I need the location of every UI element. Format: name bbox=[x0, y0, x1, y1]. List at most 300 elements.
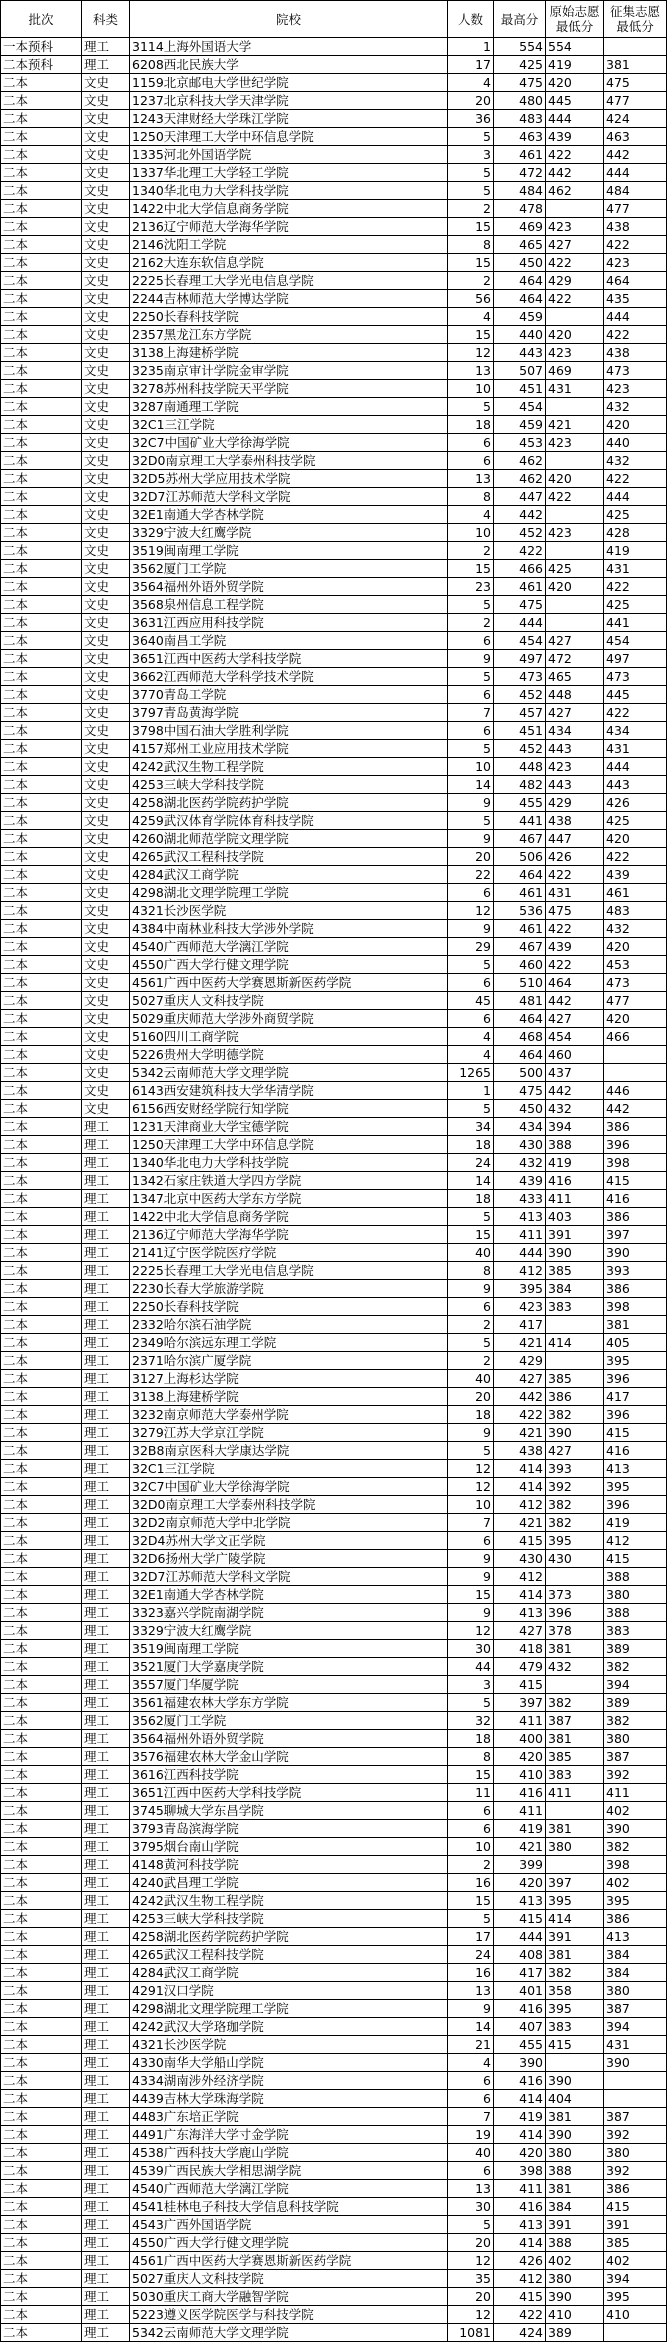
cell-original-min bbox=[546, 308, 604, 326]
cell-collect-min: 392 bbox=[604, 2126, 667, 2144]
cell-count: 36 bbox=[448, 110, 494, 128]
cell-batch: 二本 bbox=[1, 1838, 82, 1856]
cell-original-min: 434 bbox=[546, 722, 604, 740]
cell-max-score: 412 bbox=[494, 1568, 546, 1586]
cell-collect-min: 444 bbox=[604, 758, 667, 776]
cell-collect-min: 423 bbox=[604, 380, 667, 398]
cell-collect-min: 380 bbox=[604, 1730, 667, 1748]
cell-collect-min: 386 bbox=[604, 1118, 667, 1136]
cell-count: 9 bbox=[448, 1568, 494, 1586]
header-category bbox=[82, 1, 130, 38]
table-row bbox=[1, 938, 667, 956]
cell-school: 5223遵义医学院医学与科技学院 bbox=[130, 2306, 448, 2324]
table-row bbox=[1, 1676, 667, 1694]
cell-category: 理工 bbox=[82, 2144, 130, 2162]
cell-original-min: 430 bbox=[546, 1550, 604, 1568]
cell-collect-min: 384 bbox=[604, 1964, 667, 1982]
table-row bbox=[1, 1226, 667, 1244]
cell-school: 1347北京中医药大学东方学院 bbox=[130, 1190, 448, 1208]
cell-original-min: 422 bbox=[546, 290, 604, 308]
cell-original-min: 388 bbox=[546, 1136, 604, 1154]
cell-count: 5 bbox=[448, 1334, 494, 1352]
cell-category: 文史 bbox=[82, 938, 130, 956]
cell-category: 理工 bbox=[82, 1352, 130, 1370]
header-original-min bbox=[546, 1, 604, 38]
cell-original-min: 394 bbox=[546, 1118, 604, 1136]
cell-original-min: 383 bbox=[546, 1298, 604, 1316]
cell-max-score: 484 bbox=[494, 182, 546, 200]
cell-collect-min: 439 bbox=[604, 866, 667, 884]
cell-max-score: 453 bbox=[494, 434, 546, 452]
cell-category: 文史 bbox=[82, 920, 130, 938]
table-row bbox=[1, 722, 667, 740]
cell-batch: 二本 bbox=[1, 1082, 82, 1100]
cell-batch: 二本 bbox=[1, 344, 82, 362]
cell-school: 32D7江苏师范大学科文学院 bbox=[130, 488, 448, 506]
cell-count: 24 bbox=[448, 1154, 494, 1172]
cell-school: 3568泉州信息工程学院 bbox=[130, 596, 448, 614]
cell-batch: 二本 bbox=[1, 92, 82, 110]
cell-batch: 二本 bbox=[1, 1388, 82, 1406]
cell-max-score: 457 bbox=[494, 704, 546, 722]
cell-count: 12 bbox=[448, 2306, 494, 2324]
cell-original-min: 373 bbox=[546, 1586, 604, 1604]
cell-count: 22 bbox=[448, 866, 494, 884]
cell-school: 32D5苏州大学应用技术学院 bbox=[130, 470, 448, 488]
cell-school: 1340华北电力大学科技学院 bbox=[130, 182, 448, 200]
cell-count: 1 bbox=[448, 38, 494, 56]
header-max-score-label: 最高分 bbox=[500, 11, 539, 27]
cell-category: 理工 bbox=[82, 1784, 130, 1802]
cell-category: 理工 bbox=[82, 56, 130, 74]
table-row bbox=[1, 1946, 667, 1964]
cell-school: 5226贵州大学明德学院 bbox=[130, 1046, 448, 1064]
cell-batch: 二本 bbox=[1, 2216, 82, 2234]
cell-batch: 二本 bbox=[1, 1568, 82, 1586]
cell-batch: 二本 bbox=[1, 2198, 82, 2216]
cell-collect-min: 397 bbox=[604, 1226, 667, 1244]
cell-category: 文史 bbox=[82, 416, 130, 434]
cell-collect-min: 422 bbox=[604, 578, 667, 596]
cell-count: 5 bbox=[448, 668, 494, 686]
cell-count: 13 bbox=[448, 470, 494, 488]
table-row bbox=[1, 1892, 667, 1910]
cell-original-min: 427 bbox=[546, 236, 604, 254]
table-row bbox=[1, 2144, 667, 2162]
cell-original-min: 382 bbox=[546, 1496, 604, 1514]
cell-category: 文史 bbox=[82, 758, 130, 776]
cell-batch: 二本 bbox=[1, 974, 82, 992]
cell-batch: 二本 bbox=[1, 1730, 82, 1748]
cell-max-score: 414 bbox=[494, 1460, 546, 1478]
cell-count: 4 bbox=[448, 1028, 494, 1046]
cell-max-score: 450 bbox=[494, 254, 546, 272]
cell-original-min: 420 bbox=[546, 470, 604, 488]
cell-batch: 二本 bbox=[1, 1586, 82, 1604]
cell-school: 3631江西应用科技学院 bbox=[130, 614, 448, 632]
cell-category: 理工 bbox=[82, 2288, 130, 2306]
cell-max-score: 464 bbox=[494, 290, 546, 308]
cell-original-min: 425 bbox=[546, 560, 604, 578]
table-row bbox=[1, 1802, 667, 1820]
cell-max-score: 461 bbox=[494, 146, 546, 164]
cell-collect-min: 417 bbox=[604, 1388, 667, 1406]
cell-original-min: 427 bbox=[546, 1442, 604, 1460]
cell-batch: 二本 bbox=[1, 1460, 82, 1478]
cell-collect-min: 390 bbox=[604, 2054, 667, 2072]
cell-category: 理工 bbox=[82, 2198, 130, 2216]
cell-max-score: 419 bbox=[494, 2108, 546, 2126]
table-row bbox=[1, 740, 667, 758]
table-row bbox=[1, 110, 667, 128]
cell-school: 32D0南京理工大学泰州科技学院 bbox=[130, 452, 448, 470]
cell-max-score: 414 bbox=[494, 2234, 546, 2252]
cell-category: 理工 bbox=[82, 1568, 130, 1586]
cell-batch: 二本 bbox=[1, 1478, 82, 1496]
cell-collect-min: 396 bbox=[604, 1406, 667, 1424]
table-row bbox=[1, 1424, 667, 1442]
cell-count: 5 bbox=[448, 1100, 494, 1118]
cell-count: 13 bbox=[448, 2180, 494, 2198]
cell-category: 文史 bbox=[82, 704, 130, 722]
cell-category: 理工 bbox=[82, 2234, 130, 2252]
cell-max-score: 421 bbox=[494, 1838, 546, 1856]
table-row bbox=[1, 632, 667, 650]
cell-original-min: 464 bbox=[546, 974, 604, 992]
cell-collect-min: 422 bbox=[604, 326, 667, 344]
cell-count: 4 bbox=[448, 74, 494, 92]
cell-school: 4284武汉工商学院 bbox=[130, 866, 448, 884]
cell-collect-min: 410 bbox=[604, 2306, 667, 2324]
cell-category: 理工 bbox=[82, 38, 130, 56]
cell-max-score: 463 bbox=[494, 128, 546, 146]
cell-count: 4 bbox=[448, 308, 494, 326]
cell-max-score: 461 bbox=[494, 884, 546, 902]
cell-max-score: 414 bbox=[494, 1478, 546, 1496]
cell-category: 文史 bbox=[82, 398, 130, 416]
cell-count: 20 bbox=[448, 2234, 494, 2252]
table-row bbox=[1, 128, 667, 146]
cell-batch: 二本 bbox=[1, 758, 82, 776]
cell-original-min: 390 bbox=[546, 1244, 604, 1262]
cell-max-score: 440 bbox=[494, 326, 546, 344]
cell-school: 3662江西师范大学科学技术学院 bbox=[130, 668, 448, 686]
cell-collect-min: 442 bbox=[604, 146, 667, 164]
cell-max-score: 452 bbox=[494, 740, 546, 758]
cell-original-min: 444 bbox=[546, 110, 604, 128]
cell-max-score: 390 bbox=[494, 2054, 546, 2072]
cell-collect-min: 420 bbox=[604, 938, 667, 956]
cell-count: 10 bbox=[448, 380, 494, 398]
cell-school: 4541桂林电子科技大学信息科技学院 bbox=[130, 2198, 448, 2216]
cell-count: 5 bbox=[448, 1442, 494, 1460]
cell-max-score: 414 bbox=[494, 2090, 546, 2108]
cell-school: 3616江西科技学院 bbox=[130, 1766, 448, 1784]
cell-batch: 二本 bbox=[1, 1064, 82, 1082]
cell-max-score: 401 bbox=[494, 1982, 546, 2000]
cell-count: 6 bbox=[448, 1820, 494, 1838]
cell-collect-min: 484 bbox=[604, 182, 667, 200]
cell-max-score: 413 bbox=[494, 1892, 546, 1910]
table-row bbox=[1, 38, 667, 56]
cell-count: 1 bbox=[448, 1082, 494, 1100]
cell-max-score: 444 bbox=[494, 614, 546, 632]
cell-batch: 二本 bbox=[1, 1226, 82, 1244]
cell-collect-min: 466 bbox=[604, 1028, 667, 1046]
cell-batch: 二本 bbox=[1, 506, 82, 524]
cell-category: 理工 bbox=[82, 1820, 130, 1838]
cell-collect-min: 434 bbox=[604, 722, 667, 740]
cell-original-min bbox=[546, 1856, 604, 1874]
cell-count: 18 bbox=[448, 1406, 494, 1424]
cell-category: 理工 bbox=[82, 1622, 130, 1640]
cell-collect-min: 411 bbox=[604, 1784, 667, 1802]
cell-batch: 二本 bbox=[1, 1424, 82, 1442]
cell-batch: 二本 bbox=[1, 1820, 82, 1838]
cell-count: 9 bbox=[448, 794, 494, 812]
table-row bbox=[1, 2234, 667, 2252]
cell-school: 3235南京审计学院金审学院 bbox=[130, 362, 448, 380]
cell-count: 5 bbox=[448, 182, 494, 200]
cell-category: 理工 bbox=[82, 2000, 130, 2018]
cell-category: 文史 bbox=[82, 434, 130, 452]
table-row bbox=[1, 1514, 667, 1532]
cell-school: 3232南京师范大学泰州学院 bbox=[130, 1406, 448, 1424]
cell-category: 文史 bbox=[82, 272, 130, 290]
cell-original-min: 414 bbox=[546, 1910, 604, 1928]
cell-collect-min: 398 bbox=[604, 1298, 667, 1316]
table-row bbox=[1, 1388, 667, 1406]
cell-collect-min: 431 bbox=[604, 2036, 667, 2054]
cell-batch: 二本 bbox=[1, 380, 82, 398]
cell-original-min: 380 bbox=[546, 2270, 604, 2288]
cell-category: 理工 bbox=[82, 2126, 130, 2144]
cell-school: 1250天津理工大学中环信息学院 bbox=[130, 1136, 448, 1154]
cell-original-min: 422 bbox=[546, 920, 604, 938]
cell-category: 理工 bbox=[82, 1910, 130, 1928]
cell-batch: 二本 bbox=[1, 2180, 82, 2198]
cell-category: 理工 bbox=[82, 2324, 130, 2342]
table-row bbox=[1, 1028, 667, 1046]
cell-original-min: 421 bbox=[546, 416, 604, 434]
cell-category: 文史 bbox=[82, 326, 130, 344]
cell-original-min bbox=[546, 2054, 604, 2072]
table-row bbox=[1, 830, 667, 848]
table-row bbox=[1, 1532, 667, 1550]
cell-school: 2244吉林师范大学博达学院 bbox=[130, 290, 448, 308]
cell-collect-min: 464 bbox=[604, 272, 667, 290]
cell-category: 文史 bbox=[82, 884, 130, 902]
header-max-score bbox=[494, 1, 546, 38]
cell-count: 5 bbox=[448, 398, 494, 416]
cell-max-score: 442 bbox=[494, 1388, 546, 1406]
cell-max-score: 438 bbox=[494, 1442, 546, 1460]
cell-batch: 二本 bbox=[1, 218, 82, 236]
cell-batch: 二本 bbox=[1, 632, 82, 650]
cell-category: 文史 bbox=[82, 812, 130, 830]
cell-category: 文史 bbox=[82, 1082, 130, 1100]
cell-batch: 二本 bbox=[1, 866, 82, 884]
cell-max-score: 398 bbox=[494, 2162, 546, 2180]
cell-collect-min: 435 bbox=[604, 290, 667, 308]
cell-school: 3797青岛黄海学院 bbox=[130, 704, 448, 722]
cell-school: 4543广西外国语学院 bbox=[130, 2216, 448, 2234]
cell-original-min: 438 bbox=[546, 812, 604, 830]
cell-original-min: 442 bbox=[546, 992, 604, 1010]
cell-category: 理工 bbox=[82, 1694, 130, 1712]
table-row bbox=[1, 776, 667, 794]
table-row bbox=[1, 704, 667, 722]
cell-batch: 二本 bbox=[1, 1244, 82, 1262]
cell-batch: 二本 bbox=[1, 1946, 82, 1964]
cell-batch: 二本 bbox=[1, 902, 82, 920]
table-row bbox=[1, 992, 667, 1010]
cell-batch: 二本 bbox=[1, 434, 82, 452]
cell-count: 8 bbox=[448, 488, 494, 506]
table-row bbox=[1, 2000, 667, 2018]
cell-original-min: 454 bbox=[546, 1028, 604, 1046]
cell-school: 4334湖南涉外经济学院 bbox=[130, 2072, 448, 2090]
cell-max-score: 462 bbox=[494, 470, 546, 488]
cell-batch: 二本 bbox=[1, 2252, 82, 2270]
cell-category: 文史 bbox=[82, 1064, 130, 1082]
cell-collect-min: 475 bbox=[604, 74, 667, 92]
cell-category: 理工 bbox=[82, 1550, 130, 1568]
cell-category: 理工 bbox=[82, 1838, 130, 1856]
cell-max-score: 410 bbox=[494, 1766, 546, 1784]
cell-batch: 二本 bbox=[1, 848, 82, 866]
cell-count: 2 bbox=[448, 542, 494, 560]
cell-count: 12 bbox=[448, 2252, 494, 2270]
cell-batch: 二本 bbox=[1, 1298, 82, 1316]
cell-category: 文史 bbox=[82, 992, 130, 1010]
table-row bbox=[1, 2288, 667, 2306]
cell-count: 17 bbox=[448, 1928, 494, 1946]
cell-original-min: 429 bbox=[546, 272, 604, 290]
table-row bbox=[1, 1442, 667, 1460]
cell-original-min: 389 bbox=[546, 2324, 604, 2342]
cell-category: 理工 bbox=[82, 2072, 130, 2090]
cell-school: 5027重庆人文科技学院 bbox=[130, 2270, 448, 2288]
table-row bbox=[1, 1694, 667, 1712]
table-row bbox=[1, 1784, 667, 1802]
cell-school: 4265武汉工程科技学院 bbox=[130, 1946, 448, 1964]
cell-collect-min: 405 bbox=[604, 1334, 667, 1352]
cell-max-score: 414 bbox=[494, 1586, 546, 1604]
cell-collect-min: 425 bbox=[604, 812, 667, 830]
cell-school: 4540广西师范大学漓江学院 bbox=[130, 938, 448, 956]
cell-count: 15 bbox=[448, 218, 494, 236]
cell-max-score: 412 bbox=[494, 1262, 546, 1280]
cell-category: 理工 bbox=[82, 1460, 130, 1478]
cell-batch: 二本 bbox=[1, 1640, 82, 1658]
cell-collect-min bbox=[604, 1064, 667, 1082]
cell-count: 2 bbox=[448, 1316, 494, 1334]
cell-school: 32D7江苏师范大学科文学院 bbox=[130, 1568, 448, 1586]
cell-category: 文史 bbox=[82, 722, 130, 740]
cell-category: 文史 bbox=[82, 974, 130, 992]
cell-school: 4330南华大学船山学院 bbox=[130, 2054, 448, 2072]
cell-original-min: 427 bbox=[546, 1010, 604, 1028]
cell-school: 4265武汉工程科技学院 bbox=[130, 848, 448, 866]
cell-school: 1243天津财经大学珠江学院 bbox=[130, 110, 448, 128]
cell-collect-min: 394 bbox=[604, 2270, 667, 2288]
cell-original-min: 445 bbox=[546, 92, 604, 110]
cell-collect-min: 440 bbox=[604, 434, 667, 452]
cell-count: 30 bbox=[448, 2198, 494, 2216]
cell-batch: 二本 bbox=[1, 1694, 82, 1712]
cell-school: 3576福建农林大学金山学院 bbox=[130, 1748, 448, 1766]
cell-count: 6 bbox=[448, 722, 494, 740]
cell-school: 3323嘉兴学院南湖学院 bbox=[130, 1604, 448, 1622]
cell-school: 5160四川工商学院 bbox=[130, 1028, 448, 1046]
table-row bbox=[1, 146, 667, 164]
cell-collect-min: 420 bbox=[604, 1010, 667, 1028]
cell-count: 20 bbox=[448, 92, 494, 110]
table-body bbox=[1, 38, 667, 2342]
cell-original-min: 420 bbox=[546, 74, 604, 92]
cell-school: 2357黑龙江东方学院 bbox=[130, 326, 448, 344]
cell-collect-min: 413 bbox=[604, 1928, 667, 1946]
cell-collect-min: 426 bbox=[604, 794, 667, 812]
cell-original-min: 396 bbox=[546, 1604, 604, 1622]
cell-category: 文史 bbox=[82, 362, 130, 380]
table-row bbox=[1, 2180, 667, 2198]
cell-batch: 二本 bbox=[1, 722, 82, 740]
table-row bbox=[1, 542, 667, 560]
table-row bbox=[1, 1604, 667, 1622]
cell-count: 6 bbox=[448, 2162, 494, 2180]
cell-original-min bbox=[546, 596, 604, 614]
cell-batch: 二本 bbox=[1, 1172, 82, 1190]
table-row bbox=[1, 2090, 667, 2108]
cell-collect-min: 382 bbox=[604, 1658, 667, 1676]
cell-collect-min: 389 bbox=[604, 1694, 667, 1712]
cell-count: 7 bbox=[448, 704, 494, 722]
cell-count: 56 bbox=[448, 290, 494, 308]
cell-original-min: 469 bbox=[546, 362, 604, 380]
cell-collect-min: 444 bbox=[604, 488, 667, 506]
cell-original-min: 439 bbox=[546, 128, 604, 146]
table-row bbox=[1, 1262, 667, 1280]
cell-original-min: 382 bbox=[546, 1514, 604, 1532]
cell-max-score: 452 bbox=[494, 686, 546, 704]
cell-original-min: 427 bbox=[546, 632, 604, 650]
cell-batch: 二本 bbox=[1, 74, 82, 92]
table-row bbox=[1, 812, 667, 830]
cell-category: 理工 bbox=[82, 2270, 130, 2288]
cell-count: 1081 bbox=[448, 2324, 494, 2342]
cell-batch: 二本 bbox=[1, 2108, 82, 2126]
cell-count: 40 bbox=[448, 1244, 494, 1262]
table-row bbox=[1, 1964, 667, 1982]
table-row bbox=[1, 434, 667, 452]
cell-original-min: 465 bbox=[546, 668, 604, 686]
cell-original-min: 422 bbox=[546, 866, 604, 884]
cell-count: 9 bbox=[448, 830, 494, 848]
table-row bbox=[1, 1910, 667, 1928]
header-collect-min bbox=[604, 1, 667, 38]
cell-collect-min: 386 bbox=[604, 1910, 667, 1928]
cell-original-min: 432 bbox=[546, 1658, 604, 1676]
cell-original-min: 388 bbox=[546, 2234, 604, 2252]
cell-school: 1335河北外国语学院 bbox=[130, 146, 448, 164]
table-row bbox=[1, 1172, 667, 1190]
cell-original-min: 382 bbox=[546, 1406, 604, 1424]
cell-original-min: 390 bbox=[546, 2126, 604, 2144]
cell-collect-min: 415 bbox=[604, 1424, 667, 1442]
table-row bbox=[1, 164, 667, 182]
